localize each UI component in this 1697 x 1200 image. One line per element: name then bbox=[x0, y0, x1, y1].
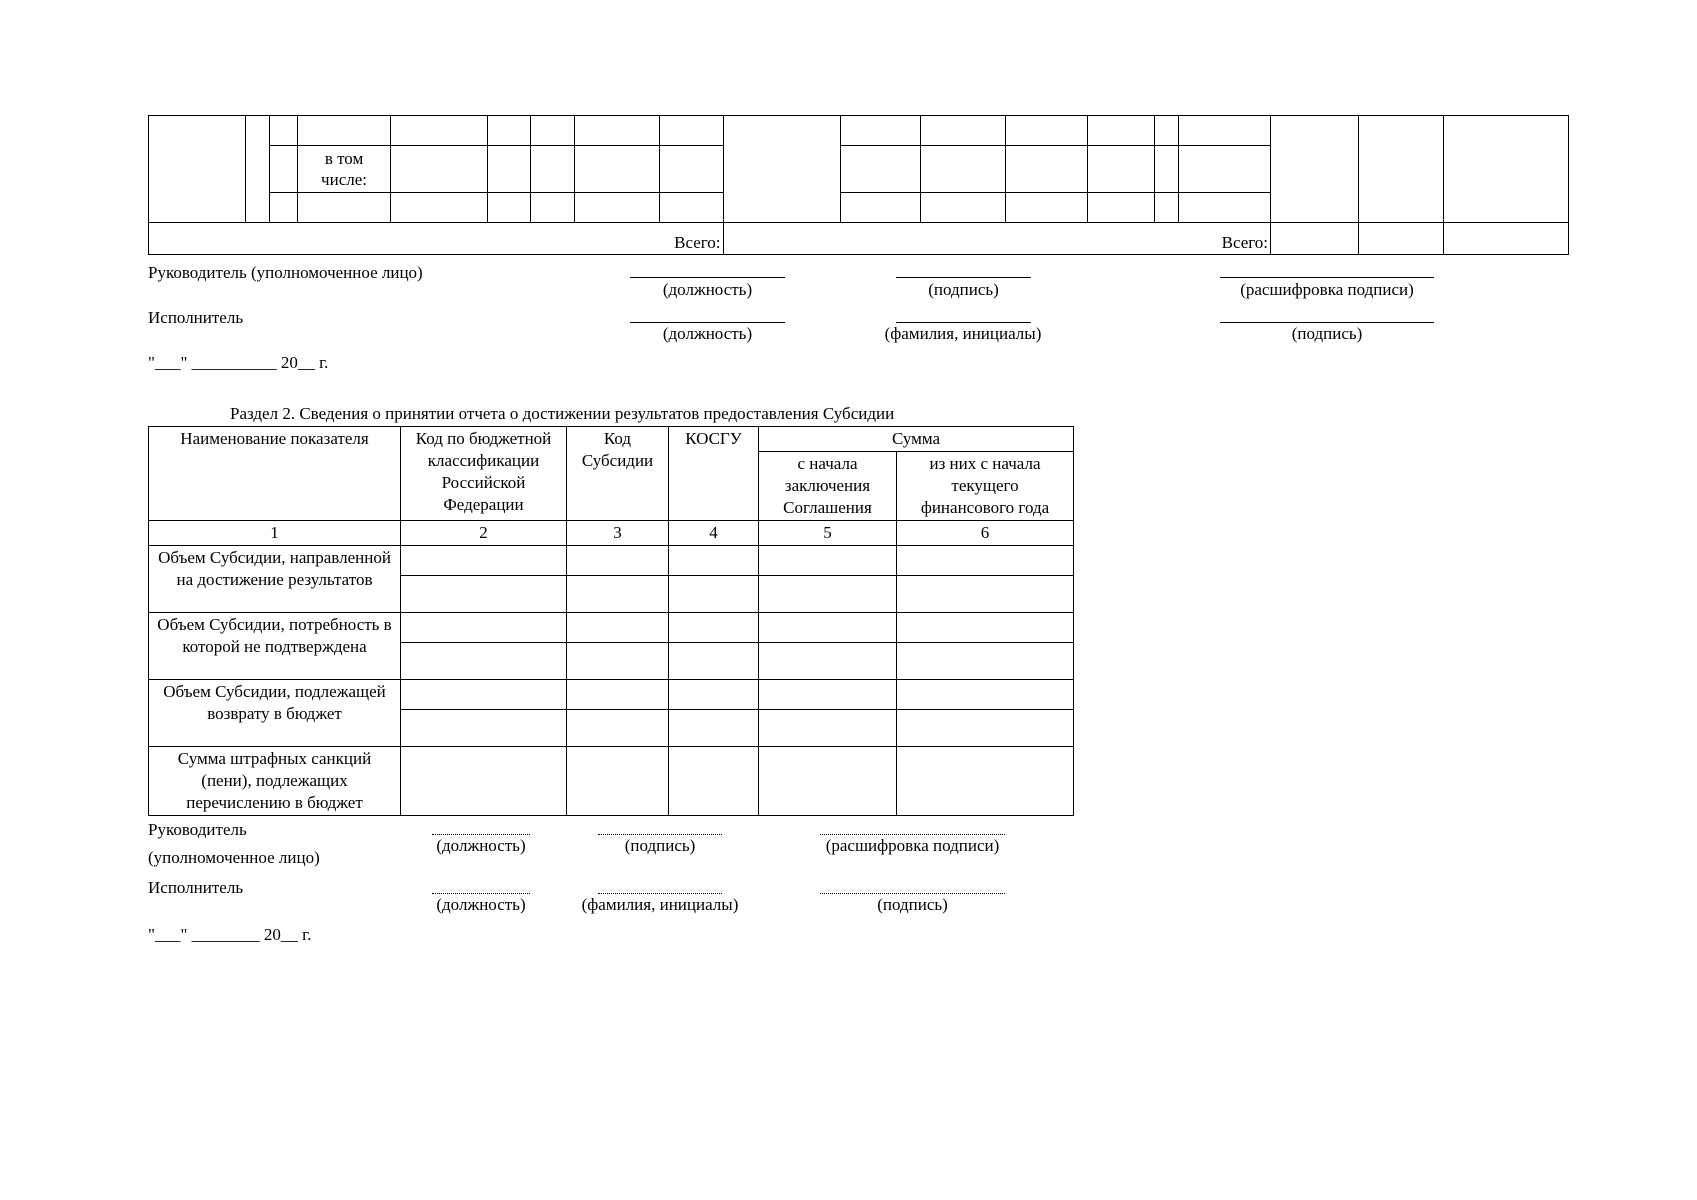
header-indicator: Наименование показателя bbox=[149, 427, 401, 521]
signature-line bbox=[630, 322, 785, 323]
caption-signature: (подпись) bbox=[928, 280, 999, 299]
cell bbox=[575, 193, 660, 223]
cell bbox=[1087, 193, 1154, 223]
cell bbox=[759, 546, 897, 576]
caption-signature: (подпись) bbox=[1291, 324, 1363, 343]
row-label: Сумма штрафных санкций (пени), подлежащих перечислению в бюджет bbox=[149, 747, 401, 816]
cell bbox=[567, 613, 669, 643]
cell bbox=[897, 747, 1074, 816]
cell bbox=[531, 146, 575, 193]
cell bbox=[840, 193, 920, 223]
signature-line bbox=[598, 893, 722, 894]
cell bbox=[897, 576, 1074, 613]
incl-label: в том числе: bbox=[298, 146, 390, 193]
cell bbox=[401, 710, 567, 747]
cell bbox=[487, 193, 530, 223]
signature-line bbox=[820, 834, 1005, 835]
cell bbox=[567, 680, 669, 710]
cell bbox=[759, 643, 897, 680]
cell bbox=[759, 710, 897, 747]
caption-position: (должность) bbox=[662, 324, 753, 343]
cell bbox=[567, 747, 669, 816]
head-label: Руководитель (уполномоченное лицо) bbox=[148, 263, 423, 282]
cell bbox=[669, 680, 759, 710]
cell bbox=[660, 193, 723, 223]
cell bbox=[270, 116, 298, 146]
cell bbox=[1006, 116, 1087, 146]
cell bbox=[246, 116, 270, 223]
cell bbox=[567, 576, 669, 613]
col-number: 6 bbox=[897, 521, 1074, 546]
signature-line bbox=[598, 834, 722, 835]
cell bbox=[575, 146, 660, 193]
cell bbox=[921, 146, 1006, 193]
cell bbox=[660, 146, 723, 193]
cell bbox=[759, 747, 897, 816]
cell bbox=[897, 643, 1074, 680]
executor-label: Исполнитель bbox=[148, 878, 244, 897]
col-number: 2 bbox=[401, 521, 567, 546]
cell bbox=[921, 193, 1006, 223]
col-number: 4 bbox=[669, 521, 759, 546]
caption-signature: (подпись) bbox=[624, 836, 696, 855]
section-title: Раздел 2. Сведения о принятии отчета о достижении результатов предоставления Субсидии bbox=[230, 404, 895, 423]
section2-table bbox=[148, 426, 1074, 816]
cell bbox=[1443, 223, 1568, 255]
cell bbox=[897, 710, 1074, 747]
cell bbox=[921, 116, 1006, 146]
cell bbox=[669, 710, 759, 747]
header-sum: Сумма bbox=[759, 427, 1074, 452]
cell bbox=[897, 680, 1074, 710]
col-number: 1 bbox=[149, 521, 401, 546]
cell bbox=[487, 116, 530, 146]
cell bbox=[1006, 193, 1087, 223]
cell bbox=[401, 613, 567, 643]
cell bbox=[270, 193, 298, 223]
cell bbox=[669, 546, 759, 576]
signature-line bbox=[820, 893, 1005, 894]
cell bbox=[401, 546, 567, 576]
caption-signature-decoding: (расшифровка подписи) bbox=[1240, 280, 1414, 299]
cell bbox=[1271, 116, 1359, 223]
caption-position: (должность) bbox=[662, 280, 753, 299]
cell bbox=[531, 193, 575, 223]
caption-position: (должность) bbox=[436, 836, 526, 855]
cell bbox=[1006, 146, 1087, 193]
cell bbox=[1443, 116, 1568, 223]
cell bbox=[1178, 146, 1270, 193]
cell bbox=[840, 146, 920, 193]
caption-signature-decoding: (расшифровка подписи) bbox=[825, 836, 1000, 855]
caption-name: (фамилия, инициалы) bbox=[884, 324, 1042, 343]
cell bbox=[1154, 193, 1178, 223]
header-budget-code: Код по бюджетной классификации Российской Федерации bbox=[401, 427, 567, 521]
cell bbox=[401, 576, 567, 613]
col-number: 5 bbox=[759, 521, 897, 546]
cell bbox=[669, 747, 759, 816]
header-sum-current-year: из них с начала текущего финансового года bbox=[897, 452, 1074, 521]
signature-line bbox=[432, 893, 530, 894]
col-number: 3 bbox=[567, 521, 669, 546]
header-subsidy-code: Код Субсидии bbox=[567, 427, 669, 521]
cell bbox=[669, 576, 759, 613]
cell bbox=[1178, 116, 1270, 146]
cell bbox=[1271, 223, 1359, 255]
date-line: "___" ________ 20__ г. bbox=[148, 925, 312, 944]
cell bbox=[897, 546, 1074, 576]
caption-position: (должность) bbox=[436, 895, 526, 914]
cell bbox=[401, 680, 567, 710]
cell bbox=[487, 146, 530, 193]
signature-line bbox=[896, 277, 1031, 278]
cell bbox=[401, 747, 567, 816]
cell bbox=[1087, 146, 1154, 193]
cell bbox=[390, 193, 487, 223]
table-continued bbox=[148, 115, 1569, 255]
total-label-left: Всего: bbox=[149, 223, 724, 255]
cell bbox=[390, 146, 487, 193]
cell bbox=[567, 546, 669, 576]
head-label: Руководитель bbox=[148, 820, 247, 839]
cell bbox=[270, 146, 298, 193]
cell bbox=[1359, 116, 1443, 223]
cell bbox=[723, 116, 840, 223]
head-label-2: (уполномоченное лицо) bbox=[148, 848, 320, 867]
cell bbox=[897, 613, 1074, 643]
row-label: Объем Субсидии, подлежащей возврату в бюджет bbox=[149, 680, 401, 747]
cell bbox=[298, 193, 390, 223]
cell bbox=[759, 576, 897, 613]
cell bbox=[567, 643, 669, 680]
cell bbox=[1359, 223, 1443, 255]
cell bbox=[1178, 193, 1270, 223]
signature-line bbox=[896, 322, 1031, 323]
signature-line bbox=[630, 277, 785, 278]
header-sum-from-start: с начала заключения Соглашения bbox=[759, 452, 897, 521]
signature-line bbox=[1220, 322, 1434, 323]
cell bbox=[759, 680, 897, 710]
cell bbox=[1154, 116, 1178, 146]
cell bbox=[1087, 116, 1154, 146]
cell bbox=[567, 710, 669, 747]
cell bbox=[390, 116, 487, 146]
cell bbox=[660, 116, 723, 146]
date-line: "___" __________ 20__ г. bbox=[148, 353, 329, 372]
signature-line bbox=[1220, 277, 1434, 278]
executor-label: Исполнитель bbox=[148, 308, 244, 327]
cell bbox=[759, 613, 897, 643]
cell bbox=[1154, 146, 1178, 193]
cell bbox=[669, 643, 759, 680]
caption-name: (фамилия, инициалы) bbox=[581, 895, 739, 914]
total-label-right: Всего: bbox=[723, 223, 1271, 255]
header-kosgu: КОСГУ bbox=[669, 427, 759, 521]
cell bbox=[669, 613, 759, 643]
cell bbox=[840, 116, 920, 146]
cell bbox=[401, 643, 567, 680]
row-label: Объем Субсидии, направленной на достижение результатов bbox=[149, 546, 401, 613]
cell bbox=[575, 116, 660, 146]
signature-line bbox=[432, 834, 530, 835]
cell bbox=[149, 116, 246, 223]
caption-signature: (подпись) bbox=[877, 895, 948, 914]
cell bbox=[531, 116, 575, 146]
cell bbox=[298, 116, 390, 146]
row-label: Объем Субсидии, потребность в которой не подтверждена bbox=[149, 613, 401, 680]
